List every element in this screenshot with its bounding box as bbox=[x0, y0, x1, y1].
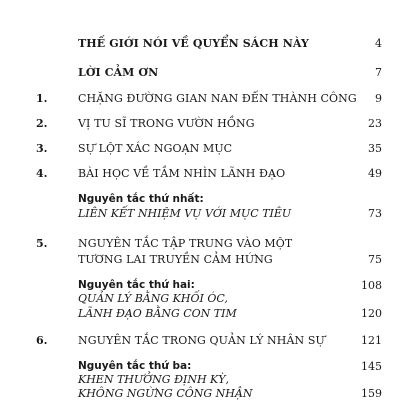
principle-title-line2: KHÔNG NGỪNG CÔNG NHẬN bbox=[78, 387, 253, 400]
toc-title: LỜI CẢM ƠN bbox=[78, 66, 159, 79]
toc-page-number: 7 bbox=[375, 66, 382, 79]
toc-title: CHẶNG ĐƯỜNG GIAN NAN ĐẾN THÀNH CÔNG bbox=[78, 92, 357, 105]
chapter-number: 4. bbox=[36, 167, 48, 180]
toc-title-line2: TƯƠNG LAI TRUYỀN CẢM HỨNG bbox=[78, 253, 273, 266]
toc-page-number: 35 bbox=[368, 142, 382, 155]
principle-title-line2: LÃNH ĐẠO BẰNG CON TIM bbox=[78, 307, 237, 320]
principle-title: LIÊN KẾT NHIỆM VỤ VỚI MỤC TIÊU bbox=[78, 207, 292, 220]
chapter-number: 1. bbox=[36, 92, 48, 105]
toc-page-number: 23 bbox=[368, 117, 382, 130]
chapter-number: 3. bbox=[36, 142, 48, 155]
toc-title: BÀI HỌC VỀ TẦM NHÌN LÃNH ĐẠO bbox=[78, 167, 286, 180]
toc-page-number: 108 bbox=[361, 279, 382, 292]
toc-title: NGUYÊN TẮC TRONG QUẢN LÝ NHÂN SỰ bbox=[78, 334, 325, 347]
toc-title: SỰ LỘT XÁC NGOẠN MỤC bbox=[78, 142, 233, 155]
toc-title: VỊ TU SĨ TRONG VƯỜN HỒNG bbox=[78, 117, 255, 130]
toc-page-number: 49 bbox=[368, 167, 382, 180]
toc-page-number: 145 bbox=[361, 360, 382, 373]
toc-title: THẾ GIỚI NÓI VỀ QUYỂN SÁCH NÀY bbox=[78, 37, 309, 50]
toc-page-number: 159 bbox=[361, 387, 382, 400]
toc-page-number: 73 bbox=[368, 207, 382, 220]
principle-label: Nguyên tắc thứ hai: bbox=[78, 279, 195, 291]
toc-page-number: 121 bbox=[361, 334, 382, 347]
principle-title-line1: KHEN THƯỞNG ĐỊNH KỲ, bbox=[78, 373, 230, 386]
chapter-number: 2. bbox=[36, 117, 48, 130]
chapter-number: 5. bbox=[36, 237, 48, 250]
toc-title-line1: NGUYÊN TẮC TẬP TRUNG VÀO MỘT bbox=[78, 237, 293, 250]
toc-page-number: 75 bbox=[368, 253, 382, 266]
principle-label: Nguyên tắc thứ ba: bbox=[78, 360, 192, 372]
toc-page-number: 120 bbox=[361, 307, 382, 320]
principle-title-line1: QUẢN LÝ BẰNG KHỐI ÓC, bbox=[78, 292, 228, 305]
toc-page-number: 9 bbox=[375, 92, 382, 105]
toc-page-number: 4 bbox=[375, 37, 382, 50]
principle-label: Nguyên tắc thứ nhất: bbox=[78, 193, 204, 205]
chapter-number: 6. bbox=[36, 334, 48, 347]
